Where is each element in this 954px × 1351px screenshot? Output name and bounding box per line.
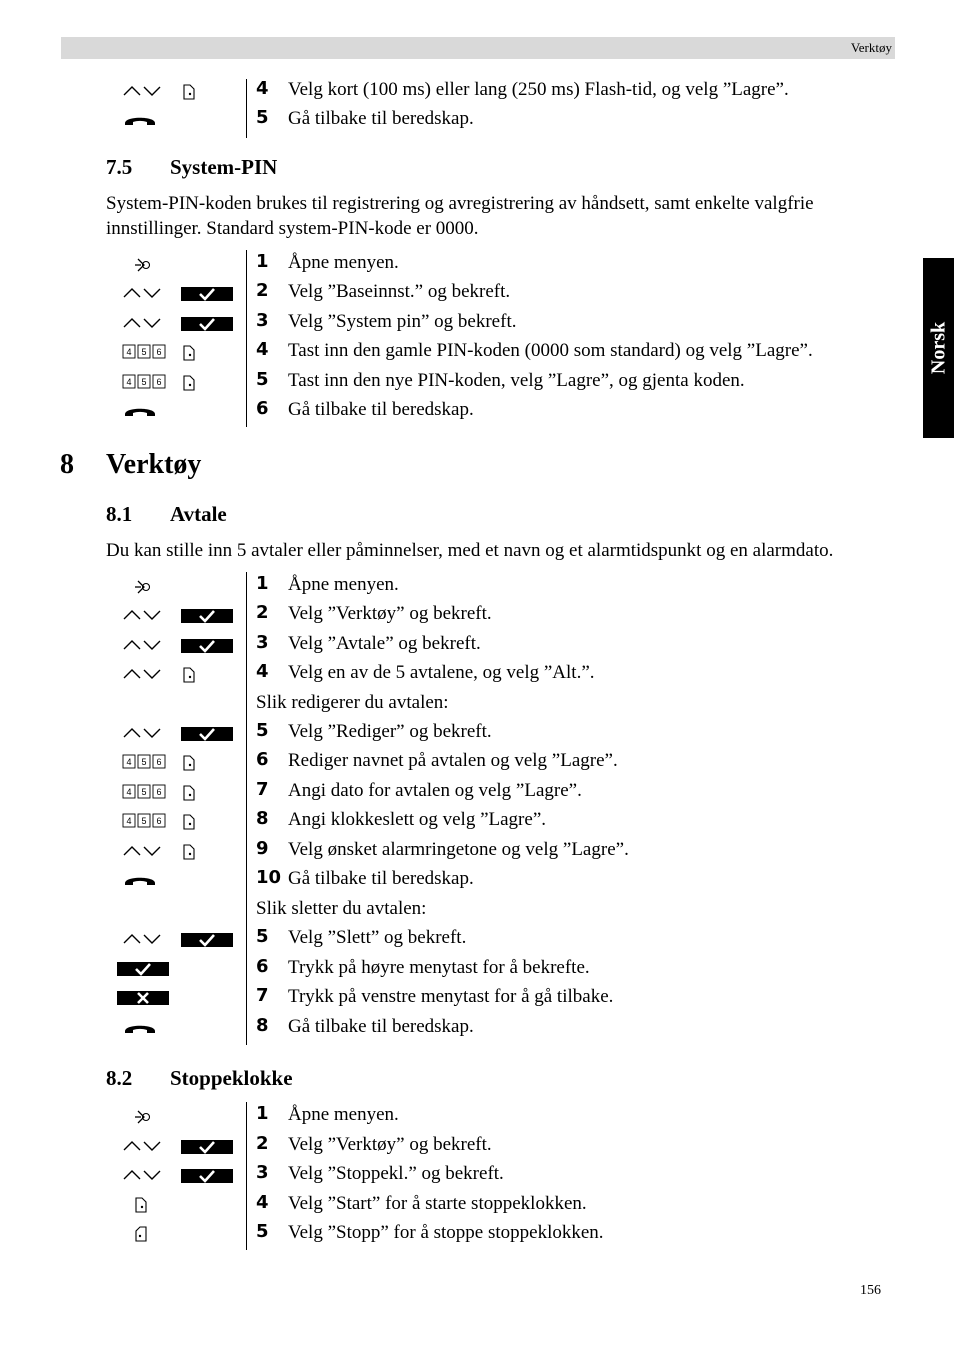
step-number: 4: [256, 78, 269, 99]
confirm-key-icon: [181, 608, 233, 629]
step-text: Velg ønsket alarmringetone og velg ”Lagre”.: [288, 839, 629, 860]
step-row: [0, 600, 940, 629]
step-number: 4: [256, 339, 269, 360]
step-text: Velg ”Slett” og bekreft.: [288, 927, 467, 948]
step-number: 5: [256, 107, 269, 128]
step-row: [0, 836, 940, 865]
step-number: 7: [256, 985, 269, 1006]
section-number: 8.2: [106, 1066, 133, 1090]
keypad-icon: [122, 344, 168, 365]
step-row: [0, 806, 940, 835]
step-number: 9: [256, 838, 269, 859]
cancel-key-icon: [117, 990, 169, 1011]
section-title: System-PIN: [170, 155, 278, 179]
step-number: 2: [256, 1133, 269, 1154]
svg-text:6: 6: [156, 816, 162, 826]
subheading-text: Slik redigerer du avtalen:: [256, 692, 449, 713]
step-row: [0, 76, 940, 105]
step-text: Velg ”Rediger” og bekreft.: [288, 721, 492, 742]
svg-text:6: 6: [156, 347, 162, 357]
section-intro: System-PIN-koden brukes til registrering og avregistrering av håndsett, samt enkelte valgfrie innstillinger. Standard system-PIN-kode er 0000.: [106, 193, 814, 239]
step-text: Velg ”Stoppekl.” og bekreft.: [288, 1163, 504, 1184]
step-row: [0, 1013, 940, 1042]
end-call-icon: [122, 112, 158, 133]
step-text: Velg en av de 5 avtalene, og velg ”Alt.”.: [288, 662, 595, 683]
step-row: [0, 278, 940, 307]
updown-arrows-icon: [122, 315, 164, 336]
confirm-key-icon: [181, 316, 233, 337]
left-softkey-icon: [133, 1226, 149, 1247]
svg-text:4: 4: [126, 816, 132, 826]
menu-key-icon: [133, 1108, 153, 1131]
step-text: Rediger navnet på avtalen og velg ”Lagre”.: [288, 750, 618, 771]
step-text: Velg ”Avtale” og bekreft.: [288, 633, 481, 654]
step-row: [0, 1219, 940, 1248]
menu-key-icon: [133, 578, 153, 601]
step-number: 3: [256, 632, 269, 653]
step-number: 3: [256, 1162, 269, 1183]
step-number: 4: [256, 1192, 269, 1213]
step-text: Velg ”Stopp” for å stoppe stoppeklokken.: [288, 1222, 604, 1243]
updown-arrows-icon: [122, 607, 164, 628]
step-number: 1: [256, 573, 269, 594]
right-softkey-icon: [181, 785, 197, 806]
step-number: 4: [256, 661, 269, 682]
language-tab-label: Norsk: [927, 321, 949, 375]
right-softkey-icon: [181, 814, 197, 835]
end-call-icon: [122, 403, 158, 424]
step-number: 8: [256, 1015, 269, 1036]
step-text: Åpne menyen.: [288, 574, 399, 595]
step-number: 8: [256, 808, 269, 829]
svg-text:5: 5: [141, 377, 147, 387]
step-text: Åpne menyen.: [288, 1104, 399, 1125]
section-number: 8.1: [106, 502, 133, 526]
updown-arrows-icon: [122, 931, 164, 952]
confirm-key-icon: [181, 286, 233, 307]
svg-text:6: 6: [156, 787, 162, 797]
right-softkey-icon: [181, 844, 197, 865]
step-row: [0, 337, 940, 366]
updown-arrows-icon: [122, 285, 164, 306]
step-row: [0, 308, 940, 337]
subheading-text: Slik sletter du avtalen:: [256, 898, 427, 919]
step-row: [0, 367, 940, 396]
step-row: [0, 718, 940, 747]
keypad-icon: [122, 374, 168, 395]
step-text: Åpne menyen.: [288, 252, 399, 273]
section-title: Avtale: [170, 502, 227, 526]
svg-text:5: 5: [141, 347, 147, 357]
step-number: 1: [256, 1103, 269, 1124]
step-number: 5: [256, 369, 269, 390]
svg-text:5: 5: [141, 757, 147, 767]
step-text: Trykk på høyre menytast for å bekrefte.: [288, 957, 590, 978]
confirm-key-icon: [181, 726, 233, 747]
step-row: [0, 1190, 940, 1219]
step-text: Tast inn den nye PIN-koden, velg ”Lagre”, og gjenta koden.: [288, 370, 745, 391]
step-row: [0, 396, 940, 425]
end-call-icon: [122, 872, 158, 893]
step-number: 5: [256, 926, 269, 947]
step-text: Angi dato for avtalen og velg ”Lagre”.: [288, 780, 582, 801]
updown-arrows-icon: [122, 725, 164, 746]
step-row: [0, 924, 940, 953]
section-number: 7.5: [106, 155, 133, 179]
updown-arrows-icon: [122, 1167, 164, 1188]
chapter-title: Verktøy: [106, 449, 202, 480]
step-row: [0, 659, 940, 688]
step-text: Velg kort (100 ms) eller lang (250 ms) Flash-tid, og velg ”Lagre”.: [288, 79, 789, 100]
step-text: Gå tilbake til beredskap.: [288, 399, 474, 420]
step-number: 6: [256, 956, 269, 977]
svg-text:4: 4: [126, 377, 132, 387]
confirm-key-icon: [181, 932, 233, 953]
subheading-row: [0, 895, 940, 924]
step-row: [0, 954, 940, 983]
step-row: [0, 747, 940, 776]
step-row: [0, 983, 940, 1012]
step-row: [0, 1101, 940, 1130]
svg-text:4: 4: [126, 347, 132, 357]
right-softkey-icon: [181, 755, 197, 776]
confirm-key-icon: [181, 1139, 233, 1160]
step-row: [0, 630, 940, 659]
step-row: [0, 249, 940, 278]
step-number: 3: [256, 310, 269, 331]
step-text: Velg ”Verktøy” og bekreft.: [288, 603, 492, 624]
step-row: [0, 105, 940, 134]
step-text: Gå tilbake til beredskap.: [288, 1016, 474, 1037]
svg-text:4: 4: [126, 757, 132, 767]
step-number: 1: [256, 251, 269, 272]
step-text: Angi klokkeslett og velg ”Lagre”.: [288, 809, 547, 830]
step-number: 5: [256, 1221, 269, 1242]
running-header: [61, 37, 895, 59]
step-number: 5: [256, 720, 269, 741]
keypad-icon: [122, 813, 168, 834]
keypad-icon: [122, 784, 168, 805]
right-softkey-icon: [181, 345, 197, 366]
right-softkey-icon: [181, 667, 197, 688]
chapter-heading: [60, 449, 202, 481]
section-intro: Du kan stille inn 5 avtaler eller påminnelser, med et navn og et alarmtidspunkt og en alarmdato.: [106, 540, 834, 561]
step-text: Velg ”System pin” og bekreft.: [288, 311, 517, 332]
step-text: Velg ”Verktøy” og bekreft.: [288, 1134, 492, 1155]
keypad-icon: [122, 754, 168, 775]
step-number: 10: [256, 867, 282, 888]
svg-text:4: 4: [126, 787, 132, 797]
step-text: Gå tilbake til beredskap.: [288, 868, 474, 889]
step-number: 7: [256, 779, 269, 800]
step-text: Velg ”Baseinnst.” og bekreft.: [288, 281, 511, 302]
step-row: [0, 1131, 940, 1160]
step-text: Trykk på venstre menytast for å gå tilbake.: [288, 986, 614, 1007]
chapter-number: 8: [60, 449, 74, 480]
section-title: Stoppeklokke: [170, 1066, 293, 1090]
step-number: 2: [256, 602, 269, 623]
step-number: 2: [256, 280, 269, 301]
header-title: Verktøy: [850, 40, 892, 55]
updown-arrows-icon: [122, 843, 164, 864]
right-softkey-icon: [181, 84, 197, 105]
confirm-key-icon: [181, 638, 233, 659]
step-text: Tast inn den gamle PIN-koden (0000 som standard) og velg ”Lagre”.: [288, 340, 813, 361]
right-softkey-icon: [133, 1197, 149, 1218]
updown-arrows-icon: [122, 666, 164, 687]
step-row: [0, 865, 940, 894]
step-text: Gå tilbake til beredskap.: [288, 108, 474, 129]
updown-arrows-icon: [122, 1138, 164, 1159]
svg-text:6: 6: [156, 757, 162, 767]
subheading-row: [0, 689, 940, 718]
svg-text:6: 6: [156, 377, 162, 387]
confirm-key-icon: [181, 1168, 233, 1189]
updown-arrows-icon: [122, 637, 164, 658]
page-number: 156: [860, 1283, 881, 1298]
svg-text:5: 5: [141, 816, 147, 826]
right-softkey-icon: [181, 375, 197, 396]
menu-key-icon: [133, 256, 153, 279]
step-number: 6: [256, 749, 269, 770]
step-text: Velg ”Start” for å starte stoppeklokken.: [288, 1193, 587, 1214]
end-call-icon: [122, 1020, 158, 1041]
step-number: 6: [256, 398, 269, 419]
step-row: [0, 777, 940, 806]
svg-text:5: 5: [141, 787, 147, 797]
step-row: [0, 1160, 940, 1189]
updown-arrows-icon: [122, 83, 164, 104]
confirm-key-icon: [117, 961, 169, 982]
step-row: [0, 571, 940, 600]
